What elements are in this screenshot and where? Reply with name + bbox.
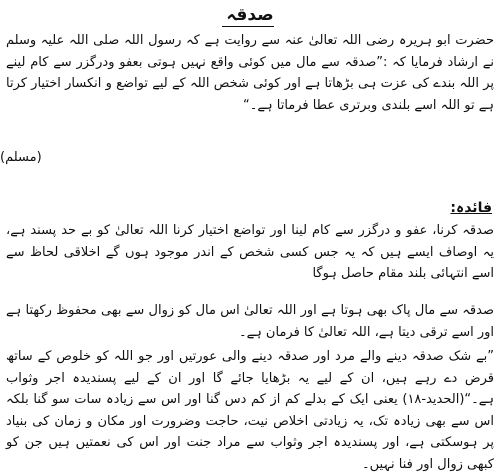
faida-paragraph: صدقہ سے مال پاک بھی ہوتا ہے اور اللہ تعالیٰ اس مال کو زوال سے بھی محفوظ رکھتا ہے اور اسے ترقی دیتا ہے، اللہ تعالیٰ کا فرمان ہے۔	[6, 303, 494, 340]
faida-paragraph: صدقہ کرنا، عفو و درگزر سے کام لینا اور تواضع اختیار کرنا اللہ تعالیٰ کو بے حد پسند ہے، یہ اوصاف ایسے ہیں کہ یہ جس کسی شخص کے اندر موجود ہوں گے اخلاقی لحاظ سے اسے انتہائی بلند مقام حاصل ہوگا	[6, 223, 494, 281]
hadith-paragraph: حضرت ابو ہریرہ رضی اللہ تعالیٰ عنہ سے روایت ہے کہ رسول اللہ صلی اللہ علیہ وسلم نے ارشاد فرمایا کہ :”صدقہ سے مال میں کوئی واقع نہیں ہوتی بعفو ودرگزر سے کام لینے پر اللہ بندے کی عزت ہی بڑھاتا ہے اور کوئی شخص اللہ کے لیے تواضع و انکسار اختیار کرتا ہے تو اللہ اسے بلندی وبرتری عطا فرماتا ہے۔“	[6, 33, 494, 113]
title-underline	[222, 26, 274, 27]
faida-heading: فائدہ:	[450, 200, 492, 216]
hadith-reference: (مسلم)	[0, 150, 42, 165]
page-title: صدقہ	[226, 5, 274, 25]
faida-paragraph: ”بے شک صدقہ دینے والے مرد اور صدقہ دینے والی عورتیں اور جو اللہ کو خلوص کے ساتھ قرض دے رہے ہیں، ان کے لیے یہ بڑھایا جائے گا اور ان کے لیے پسندیدہ اجر وثواب ہے۔“(الحدید-۱۸) یعنی ایک کے بدلے کم از کم دس گنا اور اس سے زیادہ سات سو گنا بلکہ اس سے بھی زیادہ تک، یہ زیادتی اخلاص نیت، حاجت وضرورت اور مکان و زمان کی بنیاد پر ہوسکتی ہے، اور پسندیدہ اجر وثواب سے مراد جنت اور اس کی نعمتیں ہیں جن کو کبھی زوال اور فنا نہیں۔	[6, 349, 494, 472]
